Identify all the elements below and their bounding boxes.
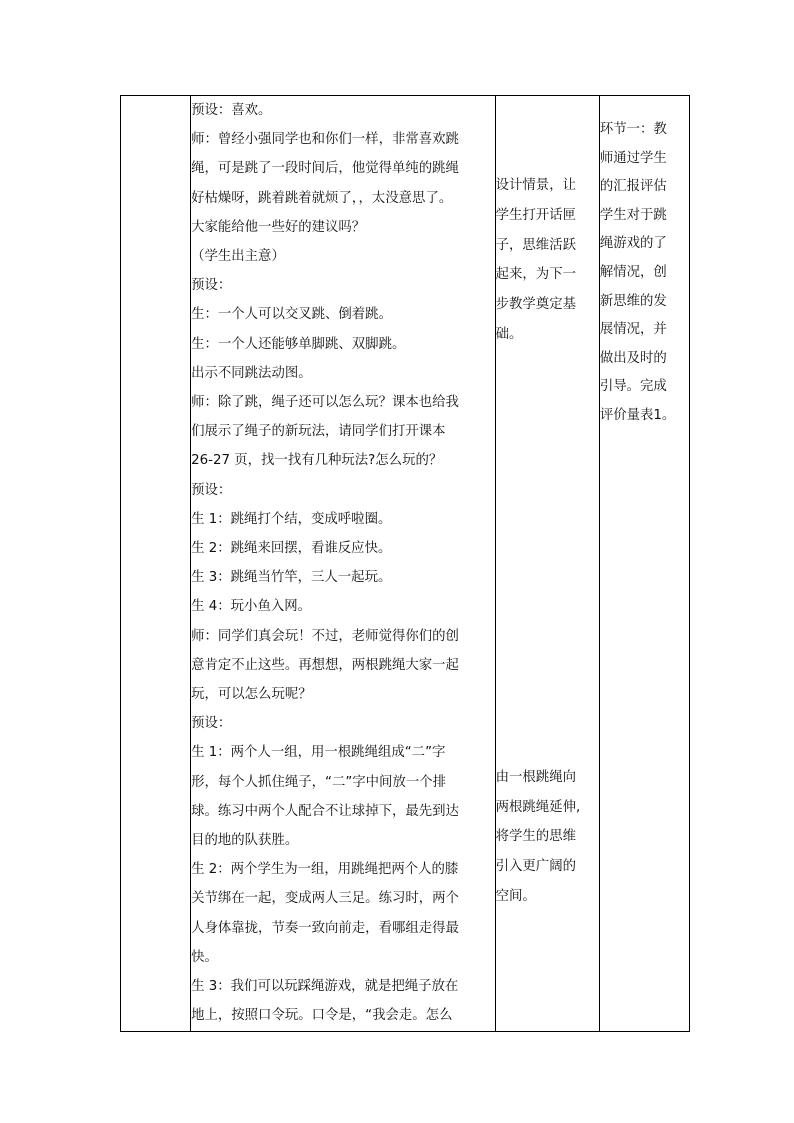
text-line: 空间。 bbox=[495, 888, 536, 904]
text-line: 解情况，创 bbox=[599, 264, 667, 280]
text-line: 展情况，并 bbox=[599, 322, 667, 338]
stage-cell bbox=[121, 96, 191, 1032]
text-line: 预设： bbox=[191, 278, 232, 294]
text-line: 生 1：两个人一组，用一根跳绳组成“二”字 bbox=[191, 745, 446, 761]
text-line: 预设： bbox=[191, 716, 232, 732]
text-line: 关节绑在一起，变成两人三足。练习时，两个 bbox=[191, 891, 459, 907]
lesson-plan-table bbox=[120, 95, 690, 1032]
text-line: 意肯定不止这些。再想想，两根跳绳大家一起 bbox=[191, 657, 459, 673]
design-intent-block-2 bbox=[496, 763, 599, 912]
text-line: 形，每个人抓住绳子，“二”字中间放一个排 bbox=[191, 774, 447, 790]
text-line: 玩，可以怎么玩呢？ bbox=[191, 687, 312, 703]
text-line: 预设：喜欢。 bbox=[191, 103, 272, 118]
design-intent-block-1 bbox=[496, 171, 599, 350]
text-line: 设计情景，让 bbox=[495, 178, 576, 193]
text-line: 快。 bbox=[191, 949, 218, 965]
text-line: 学生打开话匣 bbox=[495, 207, 576, 223]
text-line: 的汇报评估 bbox=[599, 179, 667, 195]
text-line: 子，思维活跃 bbox=[495, 237, 576, 253]
text-line: 师：同学们真会玩！不过，老师觉得你们的创 bbox=[191, 628, 459, 644]
text-line: 评价量表1。 bbox=[599, 407, 676, 423]
evaluation-cell bbox=[599, 96, 689, 1032]
text-line: 球。练习中两个人配合不让球掉下，最先到达 bbox=[191, 803, 459, 819]
text-line: 师通过学生 bbox=[599, 150, 667, 166]
text-line: 将学生的思维 bbox=[495, 829, 576, 845]
text-line: 生 2：两个学生为一组，用跳绳把两个人的膝 bbox=[191, 862, 459, 878]
text-line: 生 4：玩小鱼入网。 bbox=[191, 599, 312, 615]
text-line: 引入更广阔的 bbox=[495, 859, 576, 875]
text-line: 预设： bbox=[191, 482, 232, 498]
text-line: 环节一：教 bbox=[599, 122, 667, 137]
text-line: 引导。完成 bbox=[599, 379, 667, 395]
text-line: 地上，按照口令玩。口令是，“我会走。怎么 bbox=[191, 1008, 453, 1024]
text-line: 师：除了跳，绳子还可以怎么玩？课本也给我 bbox=[191, 395, 459, 411]
text-line: 出示不同跳法动图。 bbox=[191, 365, 312, 381]
text-line: 生 3：跳绳当竹竿，三人一起玩。 bbox=[191, 570, 392, 586]
text-line: 新思维的发 bbox=[599, 293, 667, 309]
text-line: 绳，可是跳了一段时间后，他觉得单纯的跳绳 bbox=[191, 161, 459, 177]
text-line: 目的地的队获胜。 bbox=[191, 833, 299, 849]
text-line: 学生对于跳 bbox=[599, 207, 667, 223]
text-line: 生 1：跳绳打个结，变成呼啦圈。 bbox=[191, 511, 392, 527]
teaching-process-cell bbox=[191, 96, 496, 1032]
text-line: 大家能给他一些好的建议吗？ bbox=[191, 219, 366, 235]
text-line: 由一根跳绳向 bbox=[495, 769, 576, 785]
text-line: （学生出主意） bbox=[191, 249, 285, 265]
text-line: 生：一个人还能够单脚跳、双脚跳。 bbox=[191, 336, 406, 352]
text-line: 做出及时的 bbox=[599, 350, 667, 366]
table-row bbox=[121, 96, 690, 1032]
text-line: 们展示了绳子的新玩法，请同学们打开课本 bbox=[191, 424, 446, 440]
text-line: 生：一个人可以交叉跳、倒着跳。 bbox=[191, 307, 392, 323]
text-line: 人身体靠拢，节奏一致向前走，看哪组走得最 bbox=[191, 920, 459, 936]
evaluation-block bbox=[600, 116, 689, 431]
text-line: 好枯燥呀，跳着跳着就烦了，，太没意思了。 bbox=[191, 190, 453, 206]
text-line: 起来，为下一 bbox=[495, 267, 576, 283]
text-line: 师：曾经小强同学也和你们一样，非常喜欢跳 bbox=[191, 132, 459, 148]
text-line: 两根跳绳延伸, bbox=[495, 799, 581, 815]
design-intent-cell bbox=[495, 96, 599, 1032]
text-line: 生 3：我们可以玩踩绳游戏，就是把绳子放在 bbox=[191, 979, 459, 995]
text-line: 绳游戏的了 bbox=[599, 236, 667, 252]
text-line: 26-27 页，找一找有几种玩法?怎么玩的？ bbox=[191, 453, 443, 469]
text-line: 生 2：跳绳来回摆，看谁反应快。 bbox=[191, 541, 392, 557]
text-line: 础。 bbox=[495, 326, 523, 342]
text-line: 步教学奠定基 bbox=[495, 297, 576, 313]
